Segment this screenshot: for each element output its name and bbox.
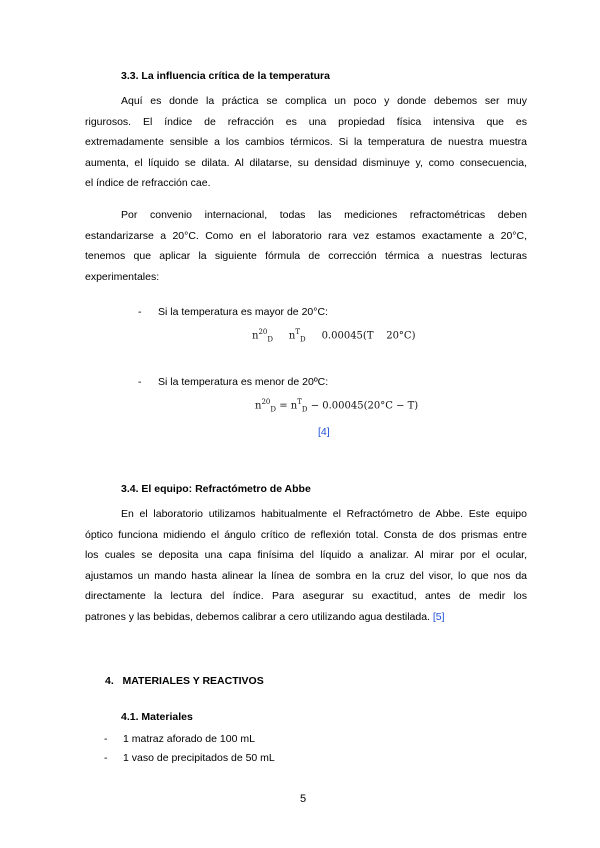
paragraph-standardization xyxy=(85,205,527,287)
citation-link-4[interactable]: [4] xyxy=(318,426,330,438)
formula-lhs-sub: D xyxy=(270,405,276,414)
list-dash: - xyxy=(104,752,108,764)
formula-rhs-sup: T xyxy=(295,328,301,336)
formula-correction-lower xyxy=(255,398,418,413)
formula-rhs-var: n xyxy=(288,330,296,342)
section-heading-4-1: 4.1. Materiales xyxy=(121,711,193,723)
paragraph-temperature-influence xyxy=(85,91,527,194)
formula-lhs: n xyxy=(255,400,262,412)
formula-rest: − 0.00045(20°C − T) xyxy=(310,400,419,412)
formula-lhs-sup: 20 xyxy=(261,398,271,406)
paragraph-abbe-refractometer xyxy=(85,504,527,627)
bullet-dash: - xyxy=(138,376,142,388)
formula-correction-greater xyxy=(252,328,415,343)
list-dash: - xyxy=(104,733,108,745)
text-line: tenemos que aplicar la siguiente fórmula de corrección térmica a nuestras lecturas xyxy=(85,250,527,262)
formula-lhs-sub: D xyxy=(267,335,273,344)
citation-link-5[interactable]: [5] xyxy=(432,610,445,623)
page-number: 5 xyxy=(300,793,307,805)
formula-equals: = xyxy=(279,400,288,412)
text-line: ajustamos un mando hasta alinear la línea de sombra en la cruz del visor, lo que nos da xyxy=(85,569,527,582)
text-line xyxy=(85,607,527,628)
bullet-text: Si la temperatura es mayor de 20°C: xyxy=(158,306,328,318)
text-line: Por convenio internacional, todas las mediciones refractométricas deben xyxy=(121,209,527,221)
text-line: En el laboratorio utilizamos habitualmente el Refractómetro de Abbe. Este equipo xyxy=(121,508,527,520)
text-line: el índice de refracción cae. xyxy=(85,177,211,189)
formula-rhs-sub: D xyxy=(300,335,306,344)
formula-lhs: n xyxy=(252,330,259,342)
text-line: estandarizarse a 20°C. Como en el laboratorio rara vez estamos exactamente a 20°C, xyxy=(85,229,527,242)
list-text: 1 matraz aforado de 100 mL xyxy=(123,733,255,745)
section-heading-3-4: 3.4. El equipo: Refractómetro de Abbe xyxy=(121,483,311,495)
bullet-dash: - xyxy=(138,306,142,318)
formula-lhs-sup: 20 xyxy=(258,328,268,336)
formula-rhs-sup: T xyxy=(297,398,302,406)
bullet-text: Si la temperatura es menor de 20ºC: xyxy=(158,376,329,388)
text-line: rigurosos. El índice de refracción es una propiedad física intensiva que es xyxy=(85,115,527,128)
text-line: aumenta, el líquido se dilata. Al dilatarse, su densidad disminuye y, como consecuencia, xyxy=(85,156,527,169)
text-line: óptico funciona midiendo el ángulo crítico de reflexión total. Consta de dos prismas entre xyxy=(85,528,527,541)
list-text: 1 vaso de precipitados de 50 mL xyxy=(123,752,275,764)
text-line: Aquí es donde la práctica se complica un poco y donde debemos ser muy xyxy=(121,95,527,107)
formula-rhs-var: n xyxy=(290,400,298,412)
text-line: directamente la lectura del índice. Para asegurar su exactitud, antes de medir los xyxy=(85,590,527,602)
last-line-text: patrones y las bebidas, debemos calibrar a cero utilizando agua destilada. xyxy=(85,610,430,623)
formula-rhs-sub: D xyxy=(301,405,308,414)
section-heading-4: 4. MATERIALES Y REACTIVOS xyxy=(105,675,264,687)
section-heading-3-3: 3.3. La influencia crítica de la temperatura xyxy=(121,70,330,82)
text-line: experimentales: xyxy=(85,270,160,283)
text-line: los cuales se deposita una capa finísima del líquido a analizar. Al mirar por el ocular, xyxy=(85,549,527,561)
text-line: extremadamente sensible a los cambios térmicos. Si la temperatura de nuestra muestra xyxy=(85,136,527,148)
formula-rest: 0.00045(T 20°C) xyxy=(321,330,416,342)
